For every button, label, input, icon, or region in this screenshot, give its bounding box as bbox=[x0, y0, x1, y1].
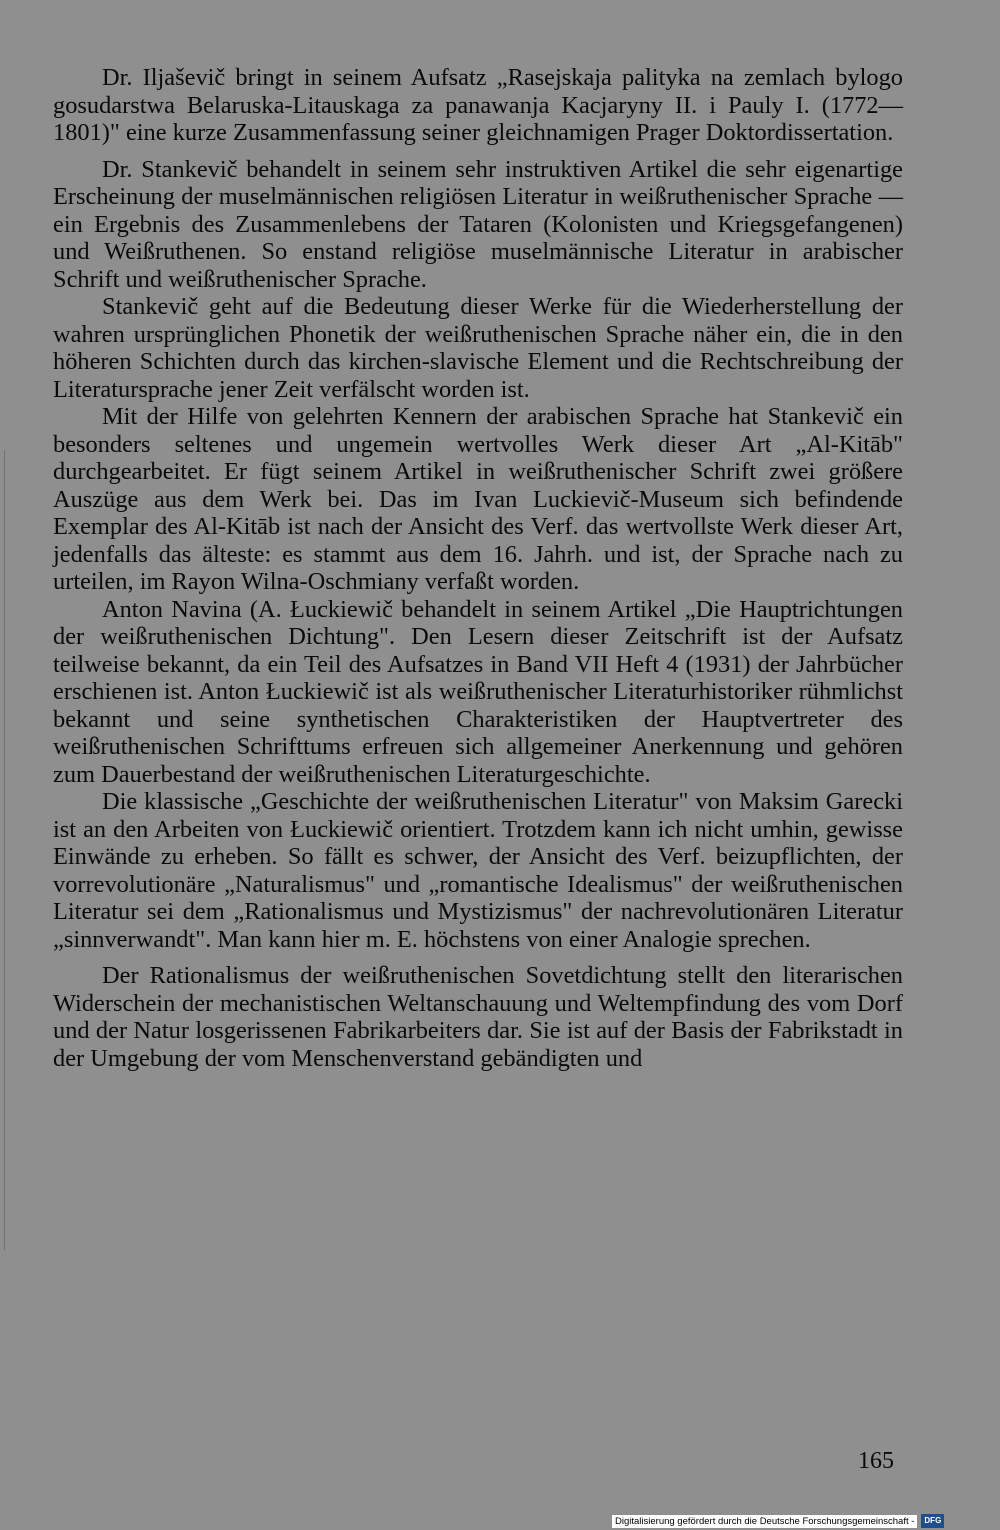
paragraph-garecki: Die klassische „Geschichte der weißruthenischen Literatur" von Maksim Garecki ist an den Arbeiten von Łuckiewič orientiert. Trotzdem kann ich nicht umhin, gewisse Einwände zu erheben. So fällt es schwer, der Ansicht des Verf. beizupflichten, der vorrevolutionäre „Naturalismus" und „romantische Idealismus" der weißruthenischen Literatur sei dem „Rationalismus und Mystizismus" der nachrevolutionären Literatur „sinnverwandt". Man kann hier m. E. höchstens von einer Analogie sprechen. bbox=[53, 788, 903, 953]
paragraph-al-kitab: Mit der Hilfe von gelehrten Kennern der arabischen Sprache hat Stankevič ein besonders seltenes und ungemein wertvolles Werk dieser Art „Al-Kitāb" durchgearbeitet. Er fügt seinem Artikel in weißruthenischer Schrift zwei größere Auszüge aus dem Werk bei. Das im Ivan Luckievič-Museum sich befindende Exemplar des Al-Kitāb ist nach der Ansicht des Verf. das wertvollste Werk dieser Art, jedenfalls das älteste: es stammt aus dem 16. Jahrh. und ist, der Sprache nach zu urteilen, im Rayon Wilna-Oschmiany verfaßt worden. bbox=[53, 403, 903, 595]
digitization-footer bbox=[612, 1513, 944, 1529]
paragraph-stankevic-article: Dr. Stankevič behandelt in seinem sehr instruktiven Artikel die sehr eigenartige Erscheinung der muselmännischen religiösen Literatur in weißruthenischer Sprache — ein Ergebnis des Zusammenlebens der Tataren (Kolonisten und Kriegsgefangenen) und Weißruthenen. So enstand religiöse muselmännische Literatur in arabischer Schrift und weißruthenischer Sprache. bbox=[53, 155, 903, 293]
paragraph-rationalismus: Der Rationalismus der weißruthenischen Sovetdichtung stellt den literarischen Widerschein der mechanistischen Weltanschauung und Weltempfindung des vom Dorf und der Natur losgerissenen Fabrikarbeiters dar. Sie ist auf der Basis der Fabrikstadt in der Umgebung der vom Menschenverstand gebändigten und bbox=[53, 962, 903, 1072]
paragraph-navina: Anton Navina (A. Łuckiewič behandelt in seinem Artikel „Die Hauptrichtungen der weißruthenischen Dichtung". Den Lesern dieser Zeitschrift ist der Aufsatz teilweise bekannt, da ein Teil des Aufsatzes in Band VII Heft 4 (1931) der Jahrbücher erschienen ist. Anton Łuckiewič ist als weißruthenischer Literaturhistoriker rühmlichst bekannt und seine synthetischen Charakteristiken der Hauptvertreter des weißruthenischen Schrifttums erfreuen sich allgemeiner Anerkennung und gehören zum Dauerbestand der weißruthenischen Literaturgeschichte. bbox=[53, 595, 903, 788]
page-number: 165 bbox=[858, 1448, 894, 1474]
scan-edge-line bbox=[4, 450, 5, 1250]
paragraph-stankevic-phonetics: Stankevič geht auf die Bedeutung dieser Werke für die Wiederherstellung der wahren ursprünglichen Phonetik der weißruthenischen Sprache näher ein, die in den höheren Schichten durch das kirchen-slavische Element und die Rechtschreibung der Literatursprache jener Zeit verfälscht worden ist. bbox=[53, 293, 903, 403]
dfg-logo: DFG bbox=[921, 1514, 944, 1528]
footer-text: Digitalisierung gefördert durch die Deutsche Forschungsgemeinschaft - bbox=[612, 1515, 917, 1528]
paragraph-iljasevic: Dr. Iljaševič bringt in seinem Aufsatz „Rasejskaja palityka na zemlach bylogo gosudarstwa Belaruska-Litauskaga za panawanja Kacjaryny II. i Pauly I. (1772—1801)" eine kurze Zusammenfassung seiner gleichnamigen Prager Doktordissertation. bbox=[53, 64, 903, 146]
body-text bbox=[53, 64, 903, 1072]
